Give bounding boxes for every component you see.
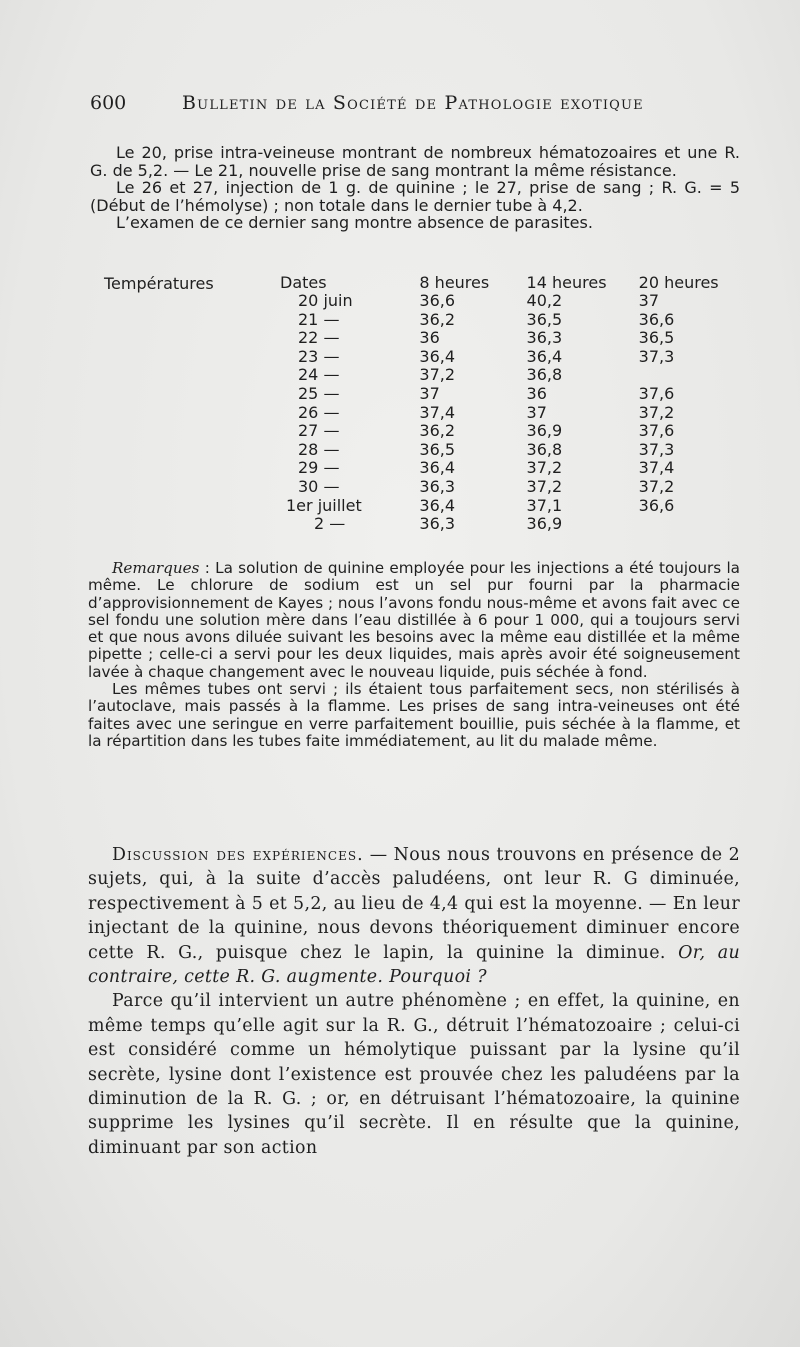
date-cell: 25 —	[298, 383, 340, 403]
temp-14h-cell: 37,2	[526, 458, 563, 478]
temp-8h-cell: 36,4	[419, 346, 456, 366]
table-row	[280, 292, 744, 311]
temp-14h-cell: 36,9	[526, 421, 563, 441]
table-row	[280, 329, 744, 348]
page-number: 600	[90, 92, 127, 114]
table-row	[280, 422, 744, 441]
table-row	[280, 478, 744, 497]
temp-8h-cell: 36,6	[419, 291, 456, 310]
remarks-label: Remarques	[112, 559, 200, 577]
temp-20h-cell: 36,6	[638, 309, 675, 329]
table-row	[280, 404, 744, 423]
date-cell: 1er juillet	[286, 495, 362, 515]
column-header-20h: 20 heures	[638, 273, 719, 292]
temp-14h-cell: 37,1	[526, 495, 563, 515]
date-cell: 2 —	[314, 514, 346, 534]
table-row	[280, 348, 744, 367]
temp-14h-cell: 36,8	[526, 439, 563, 459]
temp-8h-cell: 36,4	[419, 495, 456, 515]
temp-20h-cell: 37,3	[638, 439, 675, 459]
column-header-8h: 8 heures	[419, 273, 490, 292]
running-title: Bulletin de la Société de Pathologie exotique	[182, 92, 644, 114]
date-cell: 20 juin	[298, 291, 353, 310]
temp-20h-cell: 37,2	[638, 476, 675, 496]
discussion-paragraph-2: Parce qu’il intervient un autre phénomène ; en effet, la quinine, en même temps qu’elle agit sur la R. G., détruit l’hématozoaire ; celui-ci est considéré comme un hémolytique puissant par la lysine qu’il secrète, lysine dont l’existence est prouvée chez les paludéens par la diminution de la R. G. ; or, en détruisant l’hématozoaire, la quinine supprime les lysines qu’il secrète. Il en résulte que la quinine, diminuant par son action	[88, 991, 740, 1158]
temp-20h-cell: 36,5	[638, 328, 675, 348]
temp-20h-cell: 37,6	[638, 421, 675, 441]
temp-8h-cell: 37,2	[419, 365, 456, 385]
discussion-paragraph-1	[88, 843, 740, 989]
table-row	[280, 311, 744, 330]
temp-20h-cell: 37	[638, 291, 659, 310]
remarks-paragraph-2: Les mêmes tubes ont servi ; ils étaient tous parfaitement secs, non stérilisés à l’autoclave, mais passés à la flamme. Les prises de sang intra-veineuses ont été faites avec une seringue en verre parfaitement bouillie, puis séchée à la flamme, et la répartition dans les tubes faite immédiatement, au lit du malade même.	[88, 680, 740, 750]
temp-20h-cell	[639, 515, 744, 534]
temp-14h-cell: 37,2	[526, 476, 563, 496]
table-row	[280, 515, 744, 534]
temp-20h-cell: 37,3	[638, 346, 675, 366]
column-header-dates: Dates	[280, 273, 327, 292]
date-cell: 22 —	[298, 328, 340, 348]
table-header-row	[280, 274, 744, 292]
temperature-table	[280, 274, 744, 534]
date-cell: 30 —	[298, 476, 340, 496]
temp-20h-cell: 37,4	[638, 458, 675, 478]
temp-14h-cell: 37	[526, 402, 547, 422]
intro-paragraph-3: L’examen de ce dernier sang montre absence de parasites.	[116, 213, 593, 232]
intro-paragraph-1: Le 20, prise intra-veineuse montrant de nombreux hématozoaires et une R. G. de 5,2. — Le 21, nouvelle prise de sang montrant la même résistance.	[90, 143, 740, 180]
page-header	[90, 92, 740, 122]
temp-8h-cell: 37,4	[419, 402, 456, 422]
temp-20h-cell: 36,6	[638, 495, 675, 515]
temp-20h-cell: 37,2	[638, 402, 675, 422]
temp-14h-cell: 36,8	[526, 365, 563, 385]
intro-paragraph-2: Le 26 et 27, injection de 1 g. de quinine ; le 27, prise de sang ; R. G. = 5 (Début de l’hémolyse) ; non totale dans le dernier tube à 4,2.	[90, 178, 740, 215]
temp-14h-cell: 36,4	[526, 346, 563, 366]
date-cell: 27 —	[298, 421, 340, 441]
discussion-section	[88, 843, 740, 1160]
column-header-14h: 14 heures	[526, 273, 607, 292]
temp-8h-cell: 36,3	[419, 476, 456, 496]
temp-8h-cell: 37	[419, 383, 440, 403]
temp-8h-cell: 36,2	[419, 421, 456, 441]
table-row	[280, 497, 744, 516]
temp-8h-cell: 36,5	[419, 439, 456, 459]
remarks-text-1: : La solution de quinine employée pour les injections a été toujours la même. Le chlorure de sodium est un sel pur fourni par la pharmacie d’approvisionnement de Kayes ; nous l’avons fondu nous-même et avons fait avec ce sel fondu une solution mère dans l’eau distillée à 6 pour 1 000, qui a toujours servi et que nous avons diluée suivant les besoins avec la même eau distillée et la même pipette ; celle-ci a servi pour les deux liquides, mais après avoir été soigneusement lavée à chaque changement avec le nouveau liquide, puis séchée à fond.	[88, 559, 740, 681]
temp-14h-cell: 40,2	[526, 291, 563, 310]
date-cell: 21 —	[298, 309, 340, 329]
temp-20h-cell	[639, 366, 744, 385]
temperatures-label: Températures	[104, 274, 214, 293]
table-row	[280, 385, 744, 404]
temp-8h-cell: 36	[419, 328, 440, 348]
date-cell: 29 —	[298, 458, 340, 478]
table-row	[280, 459, 744, 478]
date-cell: 28 —	[298, 439, 340, 459]
temp-14h-cell: 36,3	[526, 328, 563, 348]
date-cell: 24 —	[298, 365, 340, 385]
discussion-heading: Discussion des expériences.	[112, 845, 364, 865]
temp-14h-cell: 36,5	[526, 309, 563, 329]
intro-text	[90, 144, 740, 232]
temp-14h-cell: 36,9	[526, 514, 563, 534]
table-row	[280, 441, 744, 460]
temp-8h-cell: 36,4	[419, 458, 456, 478]
date-cell: 26 —	[298, 402, 340, 422]
temp-8h-cell: 36,3	[419, 514, 456, 534]
table-row	[280, 366, 744, 385]
remarks-section	[88, 560, 740, 750]
discussion-text-1: — Nous nous trouvons en présence de 2 sujets, qui, à la suite d’accès paludéens, ont leur R. G diminuée, respectivement à 5 et 5,2, au lieu de 4,4 qui est la moyenne. — En leur injectant de la quinine, nous devons théoriquement diminuer encore cette R. G., puisque chez le lapin, la quinine la diminue.	[88, 845, 740, 963]
remarks-paragraph-1	[88, 560, 740, 681]
date-cell: 23 —	[298, 346, 340, 366]
discussion-italic: Or, au contraire, cette R. G. augmente. Pourquoi ?	[88, 942, 740, 988]
temp-14h-cell: 36	[526, 383, 547, 403]
temp-8h-cell: 36,2	[419, 309, 456, 329]
temp-20h-cell: 37,6	[638, 383, 675, 403]
